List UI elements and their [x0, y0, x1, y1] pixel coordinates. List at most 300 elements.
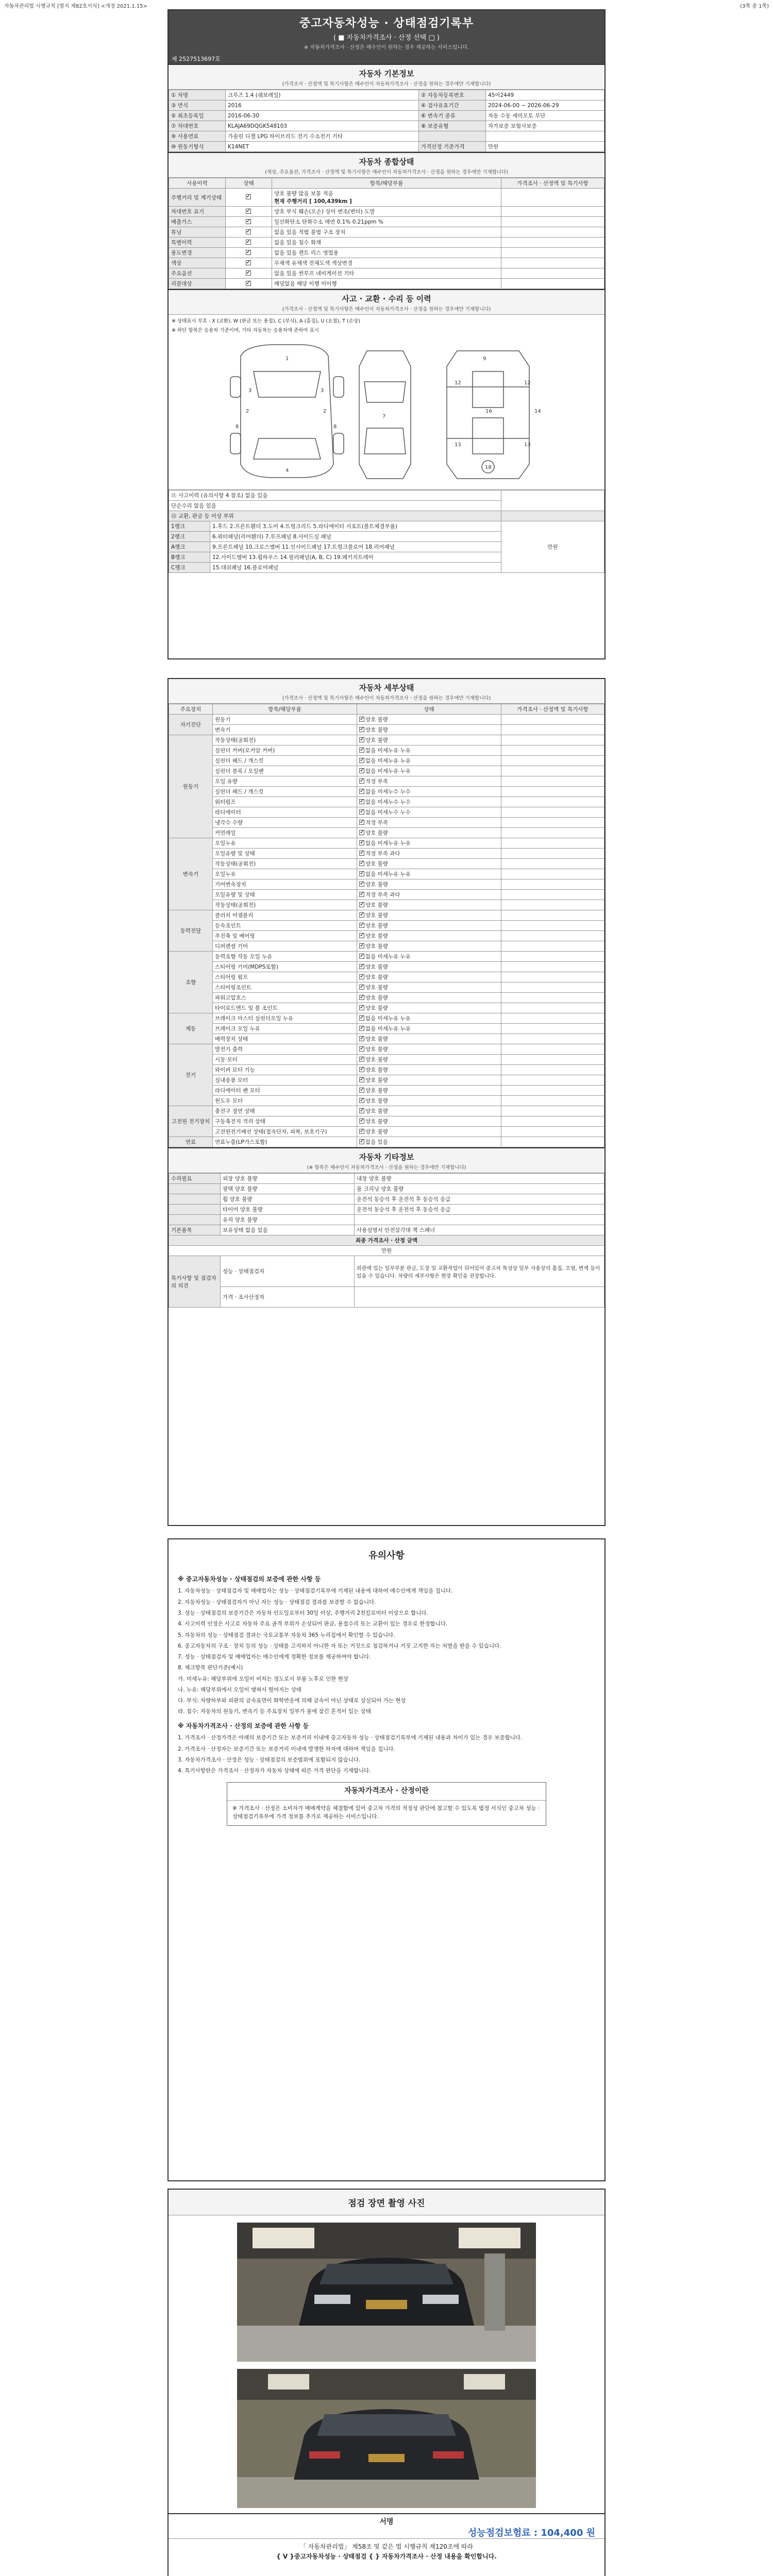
detail-row: [169, 1055, 604, 1065]
status-check-icon: [226, 248, 272, 258]
part-status: [357, 1116, 501, 1127]
field-label: 가격산정 기준가격: [419, 142, 486, 152]
part-name: 연료누출(LP가스포함): [213, 1137, 357, 1147]
detail-row: [169, 952, 604, 962]
part-status: [357, 890, 501, 900]
cautions-list-1: [178, 1587, 595, 1716]
page-1: [167, 9, 606, 659]
check-icon: [359, 1005, 364, 1010]
svg-text:7: 7: [382, 414, 386, 419]
other-info-row: [169, 1184, 604, 1194]
part-status-text: 없음 미세누유 누유: [365, 748, 411, 754]
detail-row: [169, 1003, 604, 1013]
status-options-text: 해당없음 해당 이행 미이행: [274, 281, 337, 287]
check-icon: [359, 871, 364, 876]
overall-status-row: [169, 217, 604, 227]
field-label: ⑤ 최초등록일: [169, 111, 226, 121]
inspection-photo-front: [237, 2223, 536, 2362]
part-name: 커먼레일: [213, 828, 357, 838]
section-title: 자동차 종합상태: [169, 153, 604, 168]
part-status: [357, 1024, 501, 1034]
part-status-text: 적정 부족: [365, 820, 388, 826]
part-status-text: 양호 불량: [365, 933, 388, 939]
overall-status-row: [169, 238, 604, 248]
detail-row: [169, 1013, 604, 1024]
check-icon: [359, 1057, 364, 1062]
part-status-text: 양호 불량: [365, 985, 388, 991]
col-header: 가격조사 · 산정액 및 특기사항: [501, 178, 604, 189]
detail-row: [169, 941, 604, 952]
part-status-text: 적정 부족: [365, 778, 388, 785]
part-status: [357, 921, 501, 931]
other-group: [169, 1215, 221, 1225]
status-label: 주요옵션: [169, 268, 226, 279]
part-name: 실린더 블록 / 오일팬: [213, 766, 357, 776]
page-3: [167, 1538, 606, 2181]
part-name: 디퍼렌셜 기어: [213, 941, 357, 952]
other-item-b: 운전석 동승석 후 운전석 후 동승석 응급: [355, 1194, 604, 1205]
basic-info-row: [169, 100, 604, 111]
form-regulation-label: 자동차관리법 시행규칙 [별지 제82호서식] <개정 2021.1.15>: [4, 4, 147, 9]
check-icon: [359, 1088, 364, 1093]
check-icon: [359, 820, 364, 825]
part-status-text: 없음 미세누유 누유: [365, 768, 411, 774]
caution-item: 5. 자동차의 성능 · 상태점검 결과는 국토교통부 자동차 365 누리집에서 확인할 수 있습니다.: [178, 1632, 395, 1638]
caution-item: 7. 성능 · 상태점검자 및 매매업자는 매수인에게 정확한 정보를 제공하여야 합니다.: [178, 1654, 371, 1660]
status-options: [272, 238, 501, 248]
appraisal-info-text: ※ 가격조사 · 산정은 소비자가 매매계약을 체결함에 있어 중고차 가격의 적정성 판단에 참고할 수 있도록 법정 서식인 중고차 성능 · 상태점검기록부에 가격 정보를 추가로 제공하는 서비스입니다.: [232, 1805, 540, 1820]
confirmation-line-1: 「 자동차관리법」 제58조 및 같은 법 시행규칙 제120조에 따라: [299, 2543, 474, 2550]
check-icon: [359, 778, 364, 784]
other-item-a: 광택 양호 불량: [221, 1184, 355, 1194]
page-count-label: (3쪽 중 1쪽): [740, 4, 769, 9]
part-status: [357, 900, 501, 910]
part-status: [357, 725, 501, 735]
part-name: 오일누유: [213, 838, 357, 849]
check-icon: [359, 892, 364, 897]
check-icon: [359, 717, 364, 722]
check-icon: [359, 1067, 364, 1072]
section-note: (가격조사 · 산정액 및 특기사항은 매수인이 자동차가격조사 · 산정을 원하는 경우에만 기재합니다): [169, 80, 604, 90]
other-item-b: 내장 양호 불량: [355, 1174, 604, 1184]
cautions-section: [169, 1539, 604, 1834]
detail-section: [169, 679, 604, 1147]
detail-row: [169, 890, 604, 900]
part-status-text: 양호 불량: [365, 830, 388, 836]
device-group: 조향: [169, 952, 213, 1013]
other-info-row: [169, 1174, 604, 1184]
part-status-text: 양호 불량: [365, 995, 388, 1001]
col-header: 항목/해당부품: [272, 178, 501, 189]
accident-history-row: ⑪ 사고이력 (유의사항 4 참조) 없음 있음: [169, 490, 501, 501]
device-group: 자기진단: [169, 715, 213, 735]
other-item-a: 보유상태 없음 있음: [221, 1225, 355, 1235]
part-status-text: 적정 부족 과다: [365, 892, 400, 898]
detail-row: [169, 900, 604, 910]
check-icon: [359, 1108, 364, 1113]
check-icon: [359, 737, 364, 742]
svg-text:9: 9: [483, 356, 486, 362]
part-status-text: 양호 불량: [365, 1098, 388, 1104]
check-icon: [359, 1098, 364, 1103]
detail-row: [169, 776, 604, 787]
detail-row: [169, 921, 604, 931]
basic-info-row: [169, 142, 604, 152]
other-info-row: [169, 1215, 604, 1225]
part-status-text: 양호 불량: [365, 1067, 388, 1073]
status-options: [272, 207, 501, 217]
page-title: 중고자동차성능 · 상태점검기록부: [299, 17, 474, 30]
status-label: 튜닝: [169, 227, 226, 238]
check-icon: [359, 1046, 364, 1052]
status-check-icon: [226, 189, 272, 207]
other-item-a: 타이어 양호 불량: [221, 1205, 355, 1215]
detail-row: [169, 962, 604, 972]
field-value: 2024-06-00 ~ 2026-06-29: [486, 100, 604, 111]
part-status-text: 양호 불량: [365, 727, 388, 733]
part-status-text: 양호 불량: [365, 1036, 388, 1042]
part-status-text: 없음 미세누유 누유: [365, 954, 411, 960]
other-item-b: 운전석 동승석 후 운전석 후 동승석 응급: [355, 1205, 604, 1215]
field-value: [486, 131, 604, 142]
other-group: [169, 1205, 221, 1215]
status-label: 배출가스: [169, 217, 226, 227]
col-header: 가격조사 · 산정액 및 특기사항: [501, 704, 604, 715]
rank-fee: 만원: [501, 521, 604, 573]
status-options: [272, 189, 501, 207]
status-options-text: 없음 있음 적법 불법 구조 장치: [274, 229, 346, 235]
detail-row: [169, 1034, 604, 1044]
part-status: [357, 952, 501, 962]
other-group: [169, 1194, 221, 1205]
check-icon: [359, 954, 364, 959]
part-status-text: 양호 불량: [365, 882, 388, 888]
appraisal-info-title: 자동차가격조사 · 산정이란: [227, 1783, 546, 1801]
detail-row: [169, 1065, 604, 1075]
detail-row: [169, 818, 604, 828]
part-status: [357, 807, 501, 818]
rank-parts: 6.쿼터패널(리어휀더) 7.루프패널 8.사이드실 패널: [210, 532, 501, 542]
section-note: (※ 항목은 매수인이 자동차가격조사 · 산정을 원하는 경우에만 기재합니다): [169, 1163, 604, 1173]
rank-parts: 15.대쉬패널 16.플로어패널: [210, 563, 501, 573]
basic-info-row: [169, 90, 604, 100]
basic-info-row: [169, 121, 604, 131]
field-value: 2016: [226, 100, 419, 111]
accident-history-section: [169, 289, 604, 573]
caution-item: 3. 성능 · 상태점검의 보증기간은 자동차 인도일로부터 30일 이상, 주행거리 2천킬로미터 이상으로 합니다.: [178, 1610, 428, 1617]
detail-row: [169, 735, 604, 745]
field-label: ① 차명: [169, 90, 226, 100]
check-icon: [359, 1129, 364, 1134]
status-options-text: 없음 있음 침수 화재: [274, 240, 322, 246]
part-status: [357, 1034, 501, 1044]
check-icon: [359, 758, 364, 763]
basic-info-table: [169, 90, 604, 152]
basic-info-row: [169, 111, 604, 121]
garage-car-rear-photo-icon: [237, 2369, 536, 2508]
detail-row: [169, 879, 604, 890]
check-icon: [359, 727, 364, 732]
appraisal-info-box: [227, 1782, 546, 1825]
part-status: [357, 1096, 501, 1106]
other-item-a: 유리 양호 불량: [221, 1215, 355, 1225]
special-notes-label: 특기사항 및 점검자의 의견: [169, 1256, 221, 1308]
part-name: 타이로드엔드 및 볼 조인트: [213, 1003, 357, 1013]
overall-status-section: [169, 152, 604, 289]
part-status: [357, 818, 501, 828]
part-name: 등속조인트: [213, 921, 357, 931]
part-status: [357, 1044, 501, 1055]
field-label: ⑦ 차대번호: [169, 121, 226, 131]
signature-area: [169, 2513, 604, 2539]
status-options-text: 양호 부식 훼손(오손) 상이 변조(변타) 도말: [274, 209, 375, 215]
device-group: 동력전달: [169, 910, 213, 952]
check-icon: [359, 1118, 364, 1124]
other-info-row: [169, 1205, 604, 1215]
check-icon: [359, 985, 364, 990]
part-name: 실린더 커버(로커암 커버): [213, 745, 357, 756]
caution-item: 8. 체크항목 판단기준(예시): [178, 1665, 243, 1671]
caution-item: 4. 사고이력 인정은 사고로 자동차 주요 골격 부위가 손상되어 판금, 용접수리 또는 교환이 있는 경우로 한정합니다.: [178, 1621, 448, 1628]
part-status: [357, 993, 501, 1003]
check-icon: [359, 748, 364, 753]
part-status: [357, 715, 501, 725]
status-check-icon: [226, 238, 272, 248]
status-check-icon: [226, 258, 272, 268]
other-item-a: 휠 양호 불량: [221, 1194, 355, 1205]
part-status: [357, 1055, 501, 1065]
detail-row: [169, 972, 604, 982]
caution-item: 2. 자동차성능 · 상태점검자가 아닌 자는 성능 · 상태점검 결과를 보증할 수 없습니다.: [178, 1599, 376, 1605]
svg-text:8: 8: [333, 424, 337, 430]
svg-text:4: 4: [285, 468, 289, 473]
photo-section-title: 점검 장면 촬영 사진: [169, 2190, 604, 2215]
part-status-text: 없음 미세누수 누수: [365, 789, 411, 795]
svg-text:16: 16: [485, 409, 492, 414]
overall-status-row: [169, 258, 604, 268]
part-name: 오일누유: [213, 869, 357, 879]
header-note: ※ 자동차가격조사 · 산정은 매수인이 원하는 경우 제공하는 서비스입니다.: [304, 45, 469, 50]
field-value: 자동 수동 세미오토 무단: [486, 111, 604, 121]
caution-item: 6. 중고자동차의 구조 · 장치 등의 성능 · 상태를 고지하지 아니한 자 또는 거짓으로 점검하거나 거짓 고지한 자는 처벌을 받을 수 있습니다.: [178, 1642, 501, 1649]
col-header: 상태: [226, 178, 272, 189]
other-group: 수리필요: [169, 1174, 221, 1184]
field-value: KLAJA69DQGK548103: [226, 121, 419, 131]
field-value: 만원: [486, 142, 604, 152]
field-label: ⑥ 변속기 종류: [419, 111, 486, 121]
simple-repair-row: 단순수리 없음 있음: [169, 501, 501, 511]
part-name: 브레이크 마스터 실린더오일 누유: [213, 1013, 357, 1024]
overall-status-row: [169, 189, 604, 207]
part-status: [357, 1106, 501, 1116]
status-options-text: 무채색 유채색 전체도색 색상변경: [274, 260, 353, 266]
rank-label: C랭크: [169, 563, 210, 573]
part-status: [357, 745, 501, 756]
check-icon: [359, 902, 364, 907]
check-icon: [359, 933, 364, 938]
part-status: [357, 859, 501, 869]
caution-item: 라. 침수: 자동차의 원동기, 변속기 등 주요장치 일부가 물에 잠긴 흔적이 있는 상태: [178, 1708, 371, 1715]
svg-text:3: 3: [248, 388, 252, 394]
rank-parts: 12.사이드멤버 13.휠하우스 14.필러패널(A, B, C) 19.패키지트레이: [210, 552, 501, 563]
part-status: [357, 972, 501, 982]
detail-row: [169, 787, 604, 797]
status-options: [272, 248, 501, 258]
part-status-text: 양호 불량: [365, 943, 388, 950]
part-status-text: 양호 불량: [365, 923, 388, 929]
inspector-opinion: 외관에 있는 일부부분 판금, 도장 및 교환작업이 되어있어 중고차 특성상 일부 사용상의 흠집, 오염, 변색 등이 있을 수 있습니다. 차량의 세부사항은 현장 확인을 권장합니다.: [355, 1256, 604, 1287]
part-status-text: 양호 불량: [365, 1046, 388, 1053]
part-status: [357, 869, 501, 879]
detail-row: [169, 828, 604, 838]
other-group: [169, 1184, 221, 1194]
detail-row: [169, 766, 604, 776]
page-subtitle: ( ■ 자동차가격조사 · 산정 선택 □ ): [333, 34, 440, 42]
part-status-text: 양호 불량: [365, 1077, 388, 1083]
confirmation-text: [169, 2542, 604, 2562]
final-price-value: 만원: [169, 1246, 604, 1256]
page-4: [167, 2189, 606, 2576]
status-label: 색상: [169, 258, 226, 268]
part-status-text: 없음 있음: [365, 1139, 388, 1145]
part-status: [357, 1075, 501, 1086]
part-name: 고전원전기배선 상태(접속단자, 피복, 보호기구): [213, 1127, 357, 1137]
field-label: ④ 검사유효기간: [419, 100, 486, 111]
field-value: 크루즈 1.4 (쉐보레일): [226, 90, 419, 100]
detail-row: [169, 1127, 604, 1137]
status-check-icon: [226, 227, 272, 238]
check-icon: [359, 1036, 364, 1041]
part-name: 작동상태(공회전): [213, 900, 357, 910]
device-group: 원동기: [169, 735, 213, 838]
part-name: 브레이크 오일 누유: [213, 1024, 357, 1034]
section-title: 자동차 기타정보: [169, 1148, 604, 1163]
detail-row: [169, 797, 604, 807]
part-name: 실린더 헤드 / 개스킷: [213, 787, 357, 797]
other-item-b: 룸 크리닝 양호 불량: [355, 1184, 604, 1194]
status-options: [272, 268, 501, 279]
field-label: ⑧ 보증유형: [419, 121, 486, 131]
check-icon: [359, 768, 364, 773]
cautions-title: 유의사항: [368, 1550, 405, 1561]
part-status: [357, 1003, 501, 1013]
part-name: 변속기: [213, 725, 357, 735]
device-group: 제동: [169, 1013, 213, 1044]
check-icon: [359, 943, 364, 948]
status-label: 리콜대상: [169, 279, 226, 289]
confirmation-line-2: { V }중고자동차성능 · 상태점검 { } 자동차가격조사 · 산정 내용을 확인합니다.: [276, 2553, 497, 2561]
rank-parts: 1.후드 2.프론트휀더 3.도어 4.트렁크리드 5.라디에이터 서포트(볼트체결부품): [210, 521, 501, 532]
part-name: 실린더 헤드 / 개스킷: [213, 756, 357, 766]
rank-label: A랭크: [169, 542, 210, 552]
field-label: ② 자동차등록번호: [419, 90, 486, 100]
svg-text:12: 12: [524, 380, 531, 386]
status-label: 주행거리 및 계기상태: [169, 189, 226, 207]
cautions-heading-1: ※ 중고자동차성능 · 상태점검의 보증에 관한 사항 등: [178, 1575, 321, 1583]
status-label: 특별이력: [169, 238, 226, 248]
part-status-text: 없음 미세누유 누유: [365, 840, 411, 846]
field-label: ③ 연식: [169, 100, 226, 111]
part-status-text: 양호 불량: [365, 964, 388, 970]
field-value: 자가보증 보험사보증: [486, 121, 604, 131]
svg-text:14: 14: [534, 409, 541, 414]
form-top-line: [0, 0, 773, 9]
part-status-text: 양호 불량: [365, 1005, 388, 1011]
part-name: 워터펌프: [213, 797, 357, 807]
part-status: [357, 838, 501, 849]
part-name: 동력조향 작동 오일 누유: [213, 952, 357, 962]
part-status-text: 없음 미세누유 누유: [365, 1015, 411, 1022]
status-label: 차대번호 표기: [169, 207, 226, 217]
part-name: 라디에이터 팬 모터: [213, 1086, 357, 1096]
part-status-text: 없음 미세누유 누유: [365, 758, 411, 764]
svg-text:1: 1: [285, 356, 289, 362]
check-icon: [359, 1026, 364, 1031]
part-name: 파워고압호스: [213, 993, 357, 1003]
part-name: 충전구 절연 상태: [213, 1106, 357, 1116]
replaced-parts-header: ⑫ 교환, 판금 등 이상 부위: [169, 511, 501, 521]
detail-row: [169, 745, 604, 756]
detail-row: [169, 993, 604, 1003]
part-name: 작동상태(공회전): [213, 859, 357, 869]
part-status: [357, 910, 501, 921]
part-status-text: 양호 불량: [365, 974, 388, 980]
status-options: [272, 279, 501, 289]
detail-row: [169, 756, 604, 766]
part-name: 실내송풍 모터: [213, 1075, 357, 1086]
status-options-text: 양호 불량 많음 보통 적음: [274, 191, 333, 197]
status-legend: ※ 상태표시 부호 : X (교환), W (판금 또는 용접), C (부식), A (흠집), U (요철), T (손상): [172, 318, 360, 324]
detail-row: [169, 715, 604, 725]
overall-status-row: [169, 207, 604, 217]
check-icon: [359, 995, 364, 1000]
status-label: 용도변경: [169, 248, 226, 258]
caution-item: 가. 미세누유: 해당부위에 오일이 비치는 정도로서 부품 노후로 인한 현상: [178, 1675, 349, 1682]
part-status: [357, 962, 501, 972]
detail-row: [169, 838, 604, 849]
part-status-text: 양호 불량: [365, 912, 388, 919]
field-label: ⑩ 원동기형식: [169, 142, 226, 152]
part-status: [357, 849, 501, 859]
part-name: 발전기 출력: [213, 1044, 357, 1055]
part-status-text: 양호 불량: [365, 717, 388, 723]
page-2: [167, 678, 606, 1526]
detail-row: [169, 1096, 604, 1106]
status-options-text: 없음 있음 썬루프 네비게이션 기타: [274, 270, 355, 277]
part-name: 배력장치 상태: [213, 1034, 357, 1044]
section-title: 자동차 세부상태: [169, 679, 604, 694]
inspection-photo-rear: [237, 2369, 536, 2508]
inspector-label: 성능 · 상태점검자: [221, 1256, 355, 1287]
part-name: 와이퍼 모터 기능: [213, 1065, 357, 1075]
part-status-text: 양호 불량: [365, 861, 388, 867]
overall-status-row: [169, 248, 604, 258]
part-status-text: 양호 불량: [365, 1057, 388, 1063]
detail-row: [169, 1086, 604, 1096]
detail-row: [169, 1075, 604, 1086]
part-status: [357, 879, 501, 890]
status-options: [272, 258, 501, 268]
part-name: 구동축전지 격리 상태: [213, 1116, 357, 1127]
other-item-b: 사용설명서 안전삼각대 잭 스패너: [355, 1225, 604, 1235]
part-name: 오일유량 및 상태: [213, 890, 357, 900]
part-status: [357, 1013, 501, 1024]
part-name: 스티어링 기어(MDPS포함): [213, 962, 357, 972]
detail-row: [169, 1106, 604, 1116]
svg-text:12: 12: [455, 380, 461, 386]
part-name: 오일 유량: [213, 776, 357, 787]
form-header: [169, 10, 604, 54]
